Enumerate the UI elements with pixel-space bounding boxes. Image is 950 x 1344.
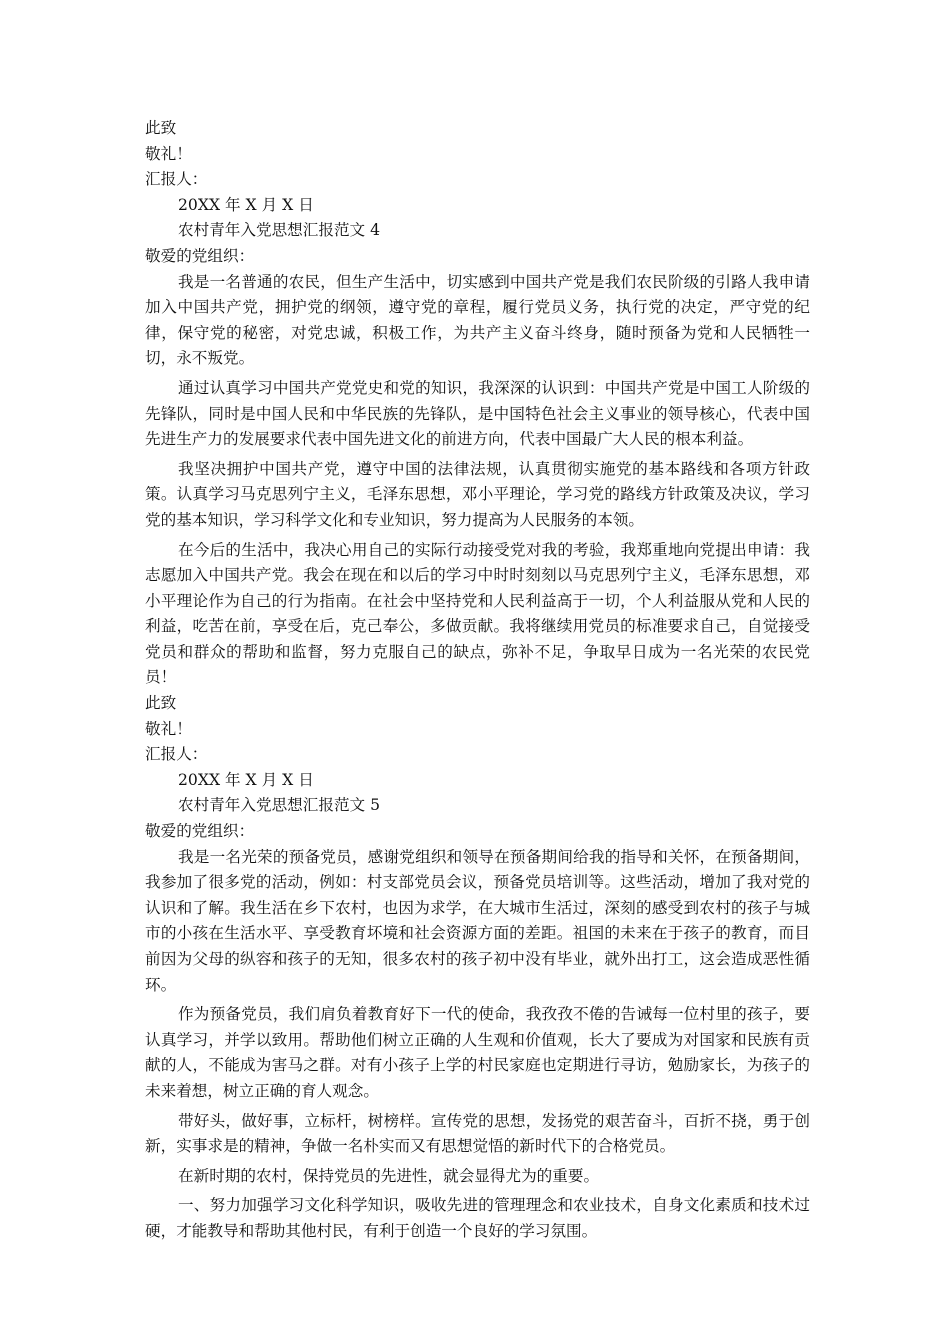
paragraph: 在今后的生活中，我决心用自己的实际行动接受党对我的考验，我郑重地向党提出申请：我志愿加入中国共产党。我会在现在和以后的学习中时时刻刻以马克思列宁主义，毛泽东思想，邓小平理论作为自己的行为指南。在社会中坚持党和人民利益高于一切，个人利益服从党和人民的利益，吃苦在前，享受在后，克己奉公，多做贡献。我将继续用党员的标准要求自己，自觉接受党员和群众的帮助和监督，努力克服自己的缺点，弥补不足，争取早日成为一名光荣的农民党员！ (145, 540, 810, 687)
paragraph: 带好头，做好事，立标杆，树榜样。宣传党的思想，发扬党的艰苦奋斗，百折不挠，勇于创新，实事求是的精神，争做一名朴实而又有思想觉悟的新时代下的合格党员。 (145, 1111, 810, 1156)
paragraph: 通过认真学习中国共产党党史和党的知识，我深深的认识到：中国共产党是中国工人阶级的先锋队，同时是中国人民和中华民族的先锋队，是中国特色社会主义事业的领导核心，代表中国先进生产力的发展要求代表中国先进文化的前进方向，代表中国最广大人民的根本利益。 (145, 378, 810, 449)
closing-salute: 敬礼！ (145, 719, 192, 738)
reporter-line: 汇报人： (145, 745, 208, 764)
paragraph: 我是一名光荣的预备党员，感谢党组织和领导在预备期间给我的指导和关怀，在预备期间，我参加了很多党的活动，例如：村支部党员会议，预备党员培训等。这些活动，增加了我对党的认识和了解。我生活在乡下农村，也因为求学，在大城市生活过，深刻的感受到农村的孩子与城市的小孩在生活水平、享受教育坏境和社会资源方面的差距。祖国的未来在于孩子的教育，而目前因为父母的纵容和孩子的无知，很多农村的孩子初中没有毕业，就外出打工，这会造成恶性循环。 (145, 847, 810, 994)
paragraph: 我是一名普通的农民，但生产生活中，切实感到中国共产党是我们农民阶级的引路人我申请加入中国共产党，拥护党的纲领，遵守党的章程，履行党员义务，执行党的决定，严守党的纪律，保守党的秘密，对党忠诚，积极工作，为共产主义奋斗终身，随时预备为党和人民牺牲一切，永不叛党。 (145, 272, 810, 368)
document-body (145, 116, 810, 1249)
salutation: 敬爱的党组织： (145, 246, 255, 265)
paragraph: 一、努力加强学习文化科学知识，吸收先进的管理理念和农业技术，自身文化素质和技术过硬，才能教导和帮助其他村民，有利于创造一个良好的学习氛围。 (145, 1196, 810, 1240)
salutation: 敬爱的党组织： (145, 822, 255, 841)
closing-salute: 敬礼！ (145, 144, 192, 163)
paragraph: 在新时期的农村，保持党员的先进性，就会显得尤为的重要。 (178, 1166, 600, 1185)
essay-title: 农村青年入党思想汇报范文 5 (178, 796, 381, 815)
date-line: 20XX 年 X 月 X 日 (178, 195, 314, 214)
paragraph: 作为预备党员，我们肩负着教育好下一代的使命，我孜孜不倦的告诫每一位村里的孩子，要认真学习，并学以致用。帮助他们树立正确的人生观和价值观，长大了要成为对国家和民族有贡献的人，不能成为害马之群。对有小孩子上学的村民家庭也定期进行寻访，勉励家长，为孩子的未来着想，树立正确的育人观念。 (145, 1005, 810, 1100)
date-line: 20XX 年 X 月 X 日 (178, 770, 314, 789)
paragraph: 我坚决拥护中国共产党，遵守中国的法律法规，认真贯彻实施党的基本路线和各项方针政策。认真学习马克思列宁主义，毛泽东思想，邓小平理论，学习党的路线方针政策及决议，学习党的基本知识，学习科学文化和专业知识，努力提高为人民服务的本领。 (145, 459, 810, 529)
closing-line: 此致 (145, 119, 177, 137)
closing-line: 此致 (145, 694, 177, 713)
essay-title: 农村青年入党思想汇报范文 4 (178, 221, 381, 240)
reporter-line: 汇报人： (145, 170, 208, 189)
